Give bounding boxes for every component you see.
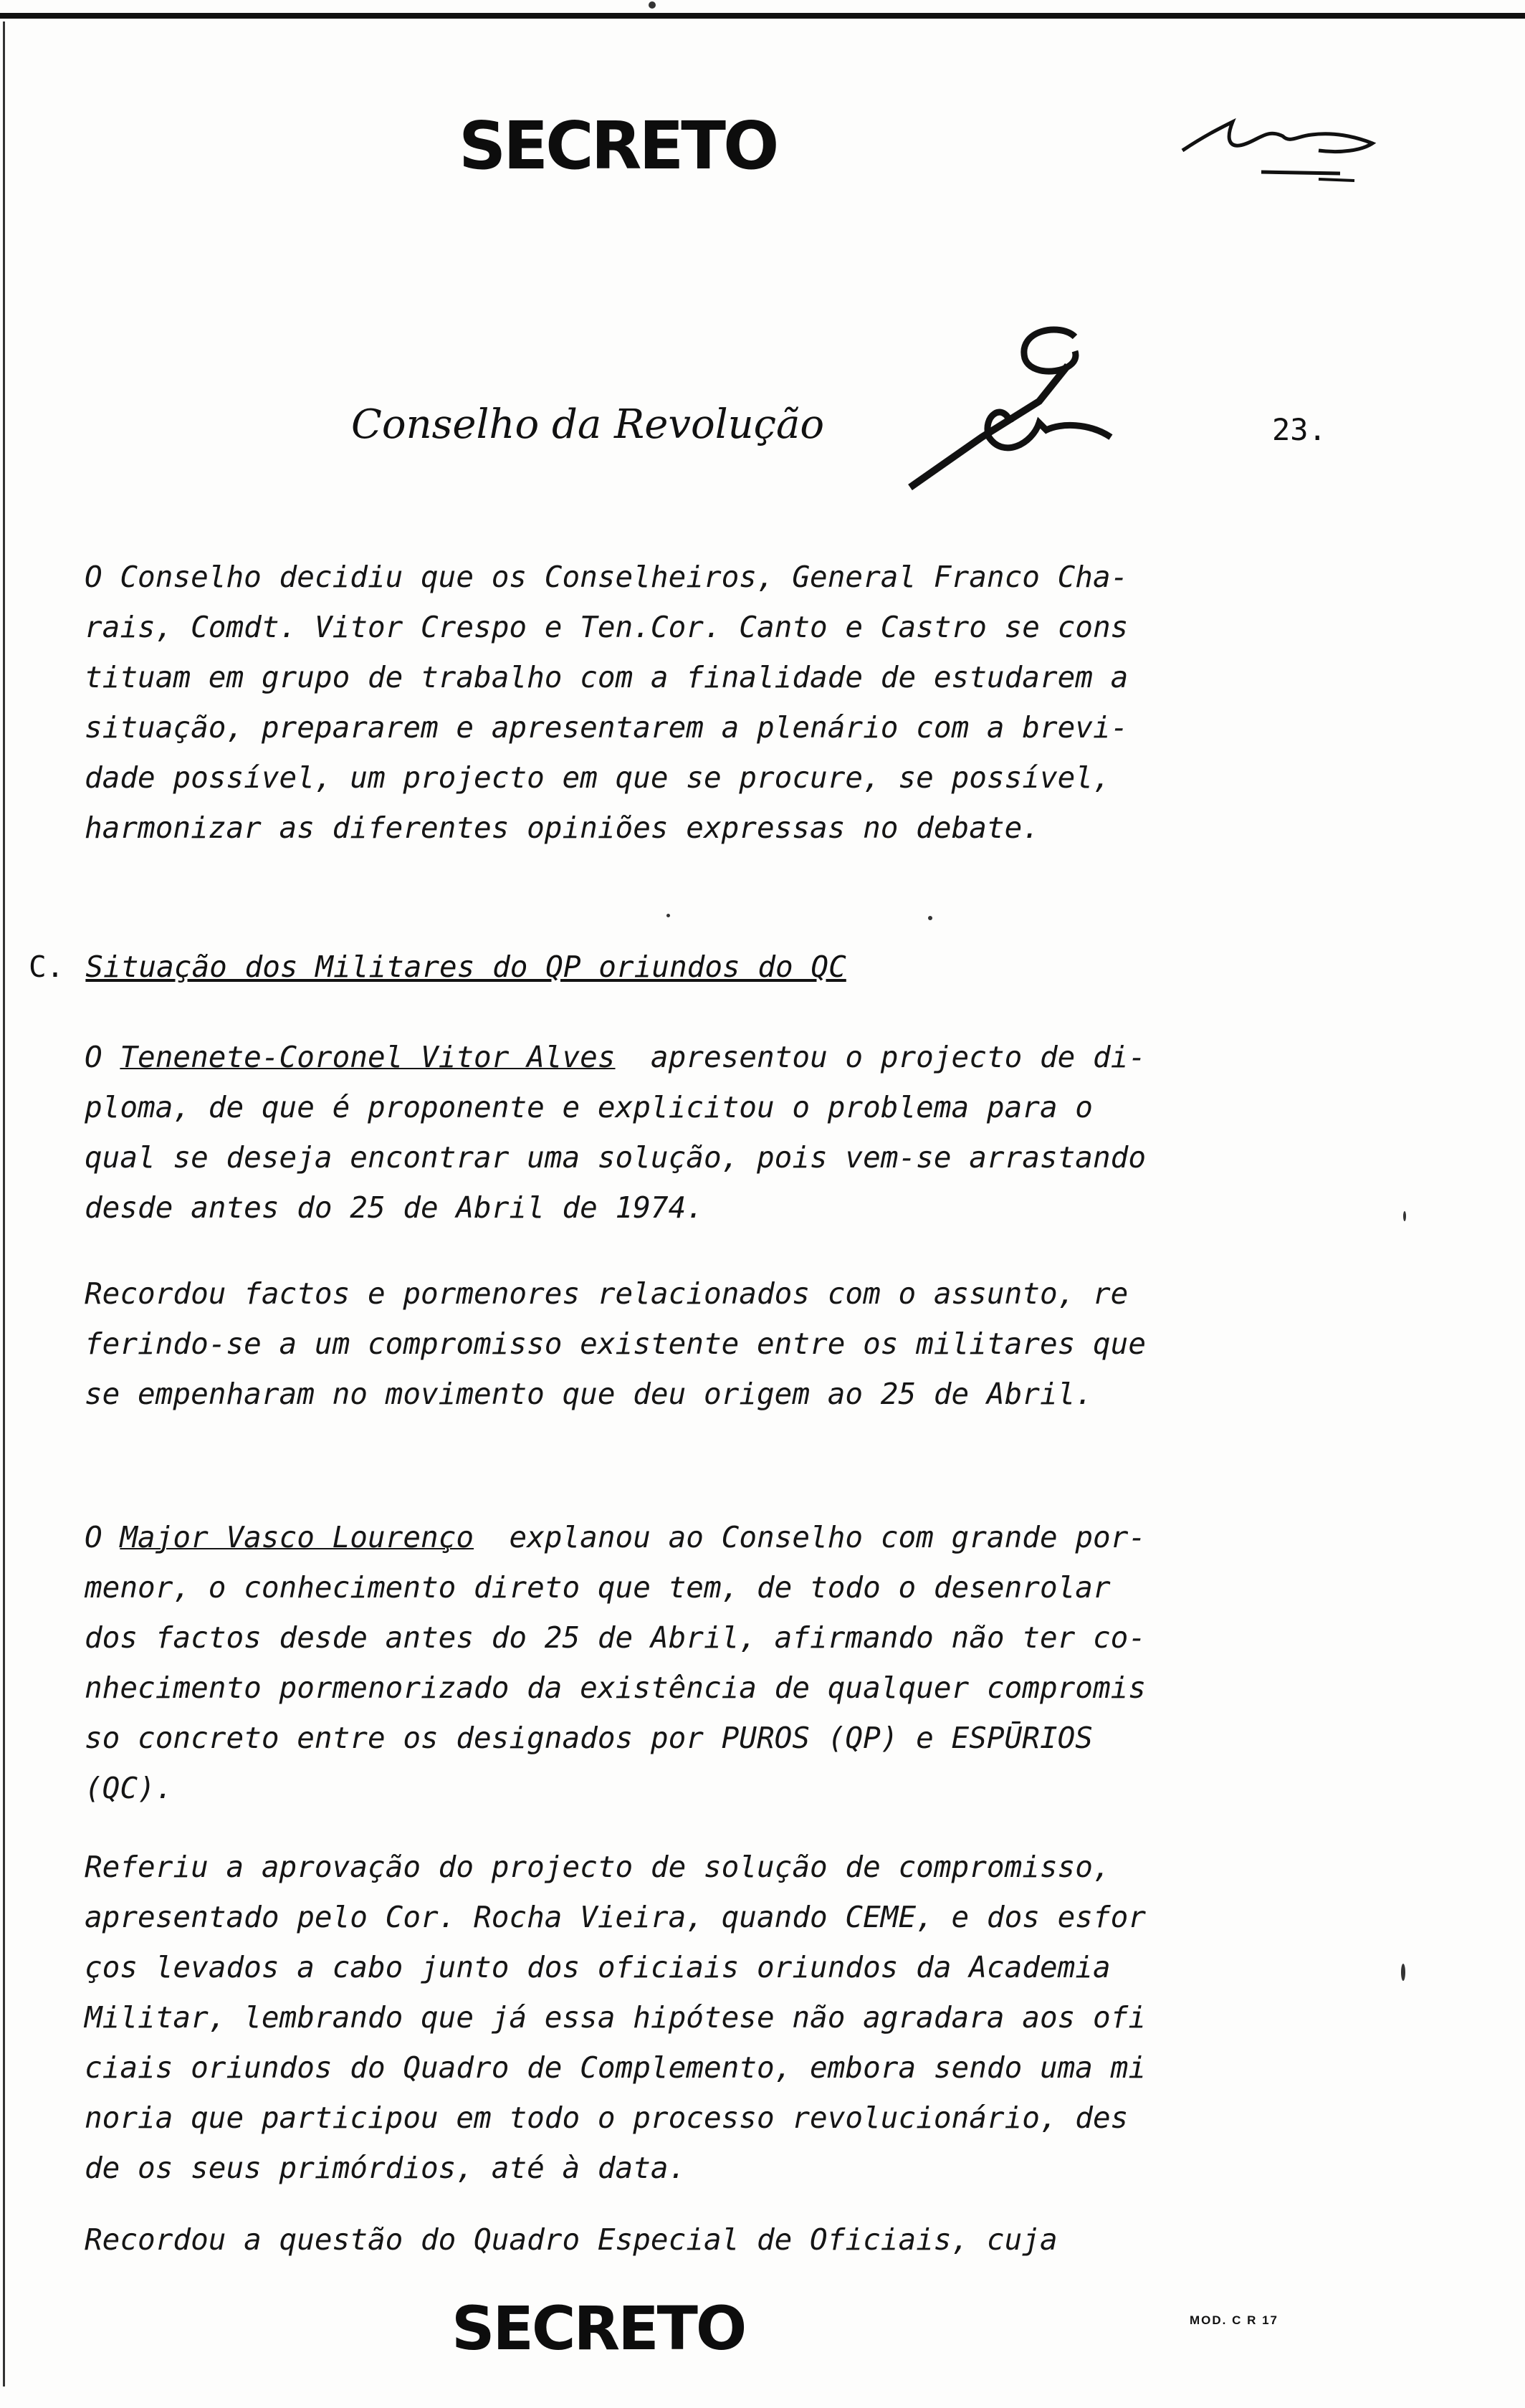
scan-speck <box>1401 1964 1405 1981</box>
scan-speck <box>666 914 670 917</box>
signature-top-right <box>1175 108 1383 194</box>
classification-stamp-bottom: SECRETO <box>451 2293 745 2364</box>
paragraph-3 <box>85 1268 1289 1419</box>
letterhead-title: Conselho da Revolução <box>351 401 825 448</box>
article-o: O <box>85 1520 102 1554</box>
section-letter: C. <box>29 950 64 984</box>
text-line: nhecimento pormenorizado da existência de qualquer compromis <box>85 1671 1147 1705</box>
text-line: se empenharam no movimento que deu origem ao 25 de Abril. <box>85 1377 1093 1411</box>
text-line: Recordou a questão do Quadro Especial de Oficiais, cuja <box>85 2222 1058 2257</box>
scan-speck <box>1403 1211 1406 1221</box>
text-line: noria que participou em todo o processo revolucionário, des <box>85 2101 1129 2135</box>
classification-stamp-top: SECRETO <box>459 108 777 184</box>
text-line: de os seus primórdios, até à data. <box>85 2151 687 2185</box>
text-line: harmonizar as diferentes opiniões expressas no debate. <box>85 811 1040 845</box>
section-title: Situação dos Militares do QP oriundos do QC <box>85 950 846 984</box>
scan-speck <box>649 1 656 9</box>
text-line: desde antes do 25 de Abril de 1974. <box>85 1190 704 1225</box>
paragraph-6 <box>85 2214 1289 2265</box>
text-line: situação, prepararem e apresentarem a plenário com a brevi- <box>85 710 1129 745</box>
paragraph-5 <box>85 1842 1289 2193</box>
top-edge-rule <box>0 13 1525 19</box>
text-line: ços levados a cabo junto dos oficiais oriundos da Academia <box>85 1950 1111 1984</box>
article-o: O <box>85 1040 102 1074</box>
text-line: ciais oriundos do Quadro de Complemento, embora sendo uma mi <box>85 2050 1147 2085</box>
text-line: rais, Comdt. Vitor Crespo e Ten.Cor. Canto e Castro se cons <box>85 610 1129 644</box>
text-line: (QC). <box>85 1771 173 1805</box>
paragraph-1 <box>85 552 1289 853</box>
text-line: O Conselho decidiu que os Conselheiros, General Franco Cha- <box>85 560 1129 594</box>
form-code: MOD. C R 17 <box>1190 2313 1279 2327</box>
text-line: ploma, de que é proponente e explicitou o problema para o <box>85 1090 1093 1124</box>
speaker-name: Tenenete-Coronel Vitor Alves <box>120 1040 616 1074</box>
text-line: Referiu a aprovação do projecto de solução de compromisso, <box>85 1850 1111 1884</box>
left-edge-rule <box>3 22 5 2386</box>
text-line <box>85 1032 1289 1082</box>
paragraph-2 <box>85 1032 1289 1233</box>
text-fragment: explanou ao Conselho com grande por- <box>509 1520 1147 1554</box>
text-line: so concreto entre os designados por PUROS (QP) e ESPŪRIOS <box>85 1721 1093 1755</box>
text-line: ferindo-se a um compromisso existente entre os militares que <box>85 1327 1147 1361</box>
handwritten-initials <box>896 315 1132 502</box>
text-line <box>85 1512 1289 1562</box>
text-line: dade possível, um projecto em que se procure, se possível, <box>85 760 1111 795</box>
text-line: qual se deseja encontrar uma solução, pois vem-se arrastando <box>85 1140 1147 1175</box>
text-line: menor, o conhecimento direto que tem, de todo o desenrolar <box>85 1570 1111 1605</box>
text-fragment: apresentou o projecto de di- <box>650 1040 1147 1074</box>
section-heading <box>29 950 1104 984</box>
speaker-name: Major Vasco Lourenço <box>120 1520 474 1554</box>
text-line: apresentado pelo Cor. Rocha Vieira, quando CEME, e dos esfor <box>85 1900 1147 1934</box>
text-line: Recordou factos e pormenores relacionados com o assunto, re <box>85 1276 1129 1311</box>
page-number: 23. <box>1272 412 1326 447</box>
paragraph-4 <box>85 1512 1289 1813</box>
text-line: dos factos desde antes do 25 de Abril, afirmando não ter co- <box>85 1620 1147 1655</box>
scan-speck <box>928 916 932 920</box>
text-line: Militar, lembrando que já essa hipótese não agradara aos ofi <box>85 2000 1147 2035</box>
text-line: tituam em grupo de trabalho com a finalidade de estudarem a <box>85 660 1129 694</box>
